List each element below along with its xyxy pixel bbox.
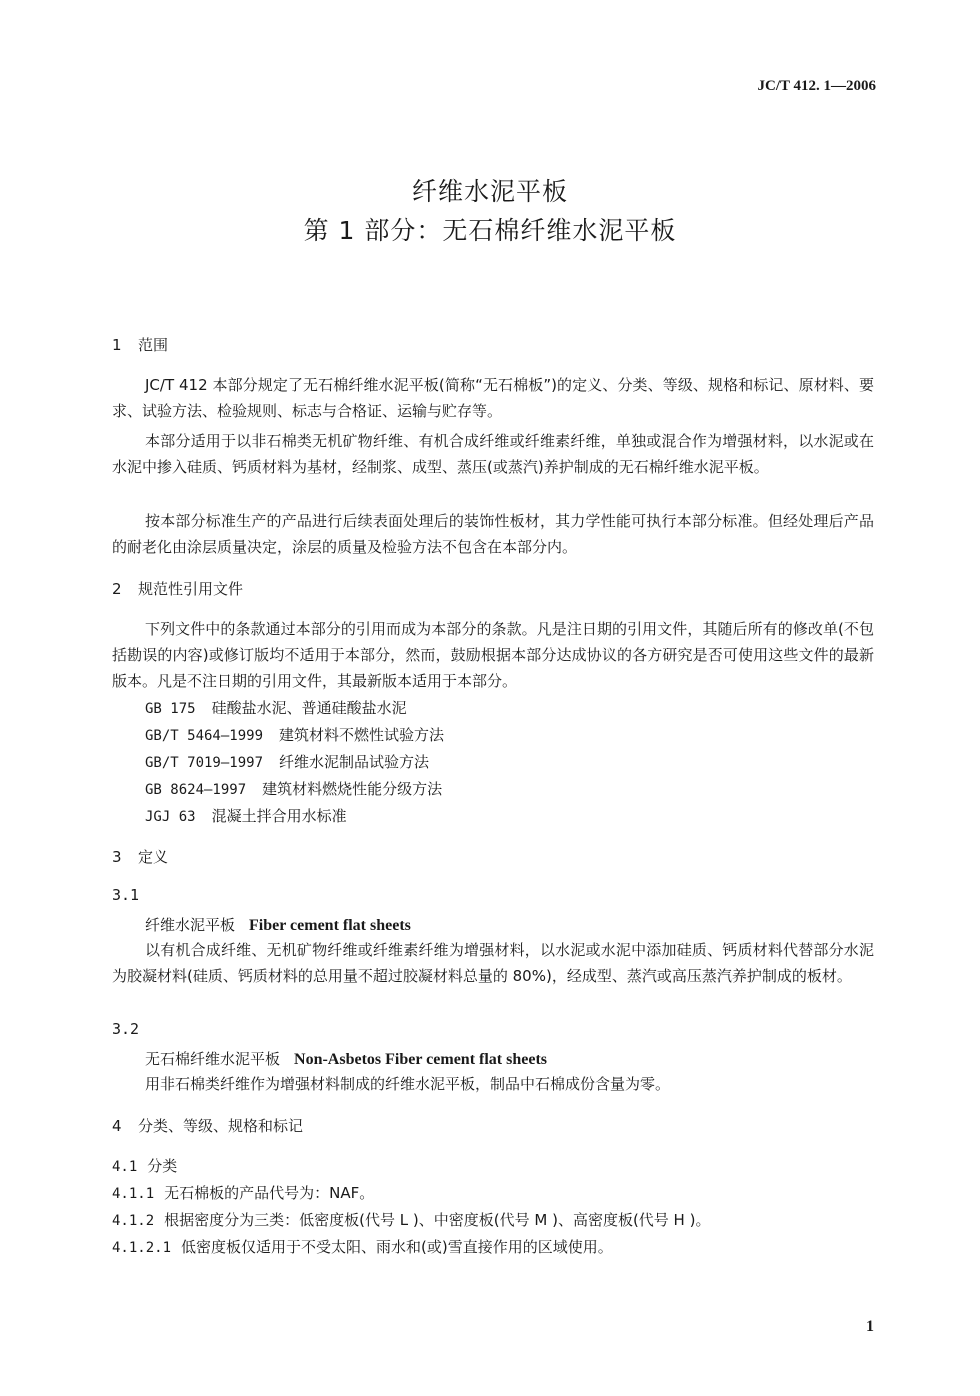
term-chinese: 无石棉纤维水泥平板: [145, 1050, 281, 1068]
reference-title: 纤维水泥制品试验方法: [279, 753, 430, 771]
reference-title: 硅酸盐水泥、普通硅酸盐水泥: [211, 699, 407, 717]
reference-item: [145, 778, 442, 799]
clause-text: 低密度板仅适用于不受太阳、雨水和(或)雪直接作用的区域使用。: [181, 1238, 613, 1256]
section-1-heading: [112, 334, 168, 355]
document-subtitle: 第 1 部分：无石棉纤维水泥平板: [303, 216, 677, 245]
section-title: 规范性引用文件: [138, 580, 244, 598]
reference-title: 建筑材料不燃性试验方法: [279, 726, 445, 744]
section-number: 2: [112, 580, 122, 598]
reference-item: [145, 724, 444, 745]
clause-number: 4.1: [112, 1159, 138, 1175]
term-english: Fiber cement flat sheets: [249, 917, 411, 934]
section-1-paragraph-3: 按本部分标准生产的产品进行后续表面处理后的装饰性板材，其力学性能可执行本部分标准。但经处理后产品的耐老化由涂层质量决定，涂层的质量及检验方法不包含在本部分内。: [112, 512, 874, 556]
definition-text: 以有机合成纤维、无机矿物纤维或纤维素纤维为增强材料，以水泥或水泥中添加硅质、钙质材料代替部分水泥为胶凝材料(硅质、钙质材料的总用量不超过胶凝材料总量的 80%)，经成型、蒸汽或高压蒸汽养护制成的板材。: [112, 941, 874, 985]
reference-code: GB/T 7019—1997: [145, 755, 264, 771]
reference-code: GB 175: [145, 701, 196, 717]
section-2-heading: [112, 578, 243, 599]
clause-text: 根据密度分为三类：低密度板(代号 L )、中密度板(代号 M )、高密度板(代号 H )。: [164, 1211, 711, 1229]
reference-code: GB/T 5464—1999: [145, 728, 264, 744]
page-number: 1: [866, 1318, 874, 1335]
definition-number: 3.2: [112, 1020, 140, 1038]
definition-term: [145, 1048, 547, 1069]
term-chinese: 纤维水泥平板: [145, 916, 236, 934]
section-number: 4: [112, 1117, 122, 1135]
subsection-title: 分类: [147, 1157, 178, 1175]
clause: [112, 1236, 613, 1257]
clause-number: 4.1.2: [112, 1213, 155, 1229]
section-1-paragraph-1: JC/T 412 本部分规定了无石棉纤维水泥平板(简称“无石棉板”)的定义、分类、等级、规格和标记、原材料、要求、试验方法、检验规则、标志与合格证、运输与贮存等。: [112, 376, 874, 420]
definition-term: [145, 914, 411, 935]
section-4-heading: [112, 1115, 303, 1136]
clause-number: 4.1.1: [112, 1186, 155, 1202]
definition-text: 用非石棉类纤维作为增强材料制成的纤维水泥平板，制品中石棉成份含量为零。: [145, 1075, 671, 1093]
section-number: 3: [112, 848, 122, 866]
clause: [112, 1182, 374, 1203]
definition-number: 3.1: [112, 886, 140, 904]
reference-code: JGJ 63: [145, 809, 196, 825]
section-number: 1: [112, 336, 122, 354]
term-english: Non-Asbetos Fiber cement flat sheets: [294, 1051, 548, 1068]
clause: [112, 1209, 710, 1230]
section-title: 范围: [138, 336, 169, 354]
section-1-paragraph-2: 本部分适用于以非石棉类无机矿物纤维、有机合成纤维或纤维素纤维，单独或混合作为增强材料，以水泥或在水泥中掺入硅质、钙质材料为基材，经制浆、成型、蒸压(或蒸汽)养护制成的无石棉纤维水泥平板。: [112, 432, 874, 476]
reference-item: [145, 697, 407, 718]
section-2-paragraph: 下列文件中的条款通过本部分的引用而成为本部分的条款。凡是注日期的引用文件，其随后所有的修改单(不包括勘误的内容)或修订版均不适用于本部分，然而，鼓励根据本部分达成协议的各方研究是否可使用这些文件的最新版本。凡是不注日期的引用文件，其最新版本适用于本部分。: [112, 620, 874, 690]
clause-number: 4.1.2.1: [112, 1240, 172, 1256]
reference-code: GB 8624—1997: [145, 782, 247, 798]
reference-item: [145, 751, 429, 772]
document-title: 纤维水泥平板: [411, 177, 568, 206]
reference-item: [145, 805, 347, 826]
section-title: 分类、等级、规格和标记: [138, 1117, 304, 1135]
clause-text: 无石棉板的产品代号为：NAF。: [164, 1184, 375, 1202]
reference-title: 建筑材料燃烧性能分级方法: [262, 780, 443, 798]
section-3-heading: [112, 846, 168, 867]
reference-title: 混凝土拌合用水标准: [211, 807, 347, 825]
standard-code: JC/T 412. 1—2006: [757, 78, 876, 94]
subsection-heading: [112, 1155, 177, 1176]
section-title: 定义: [138, 848, 169, 866]
